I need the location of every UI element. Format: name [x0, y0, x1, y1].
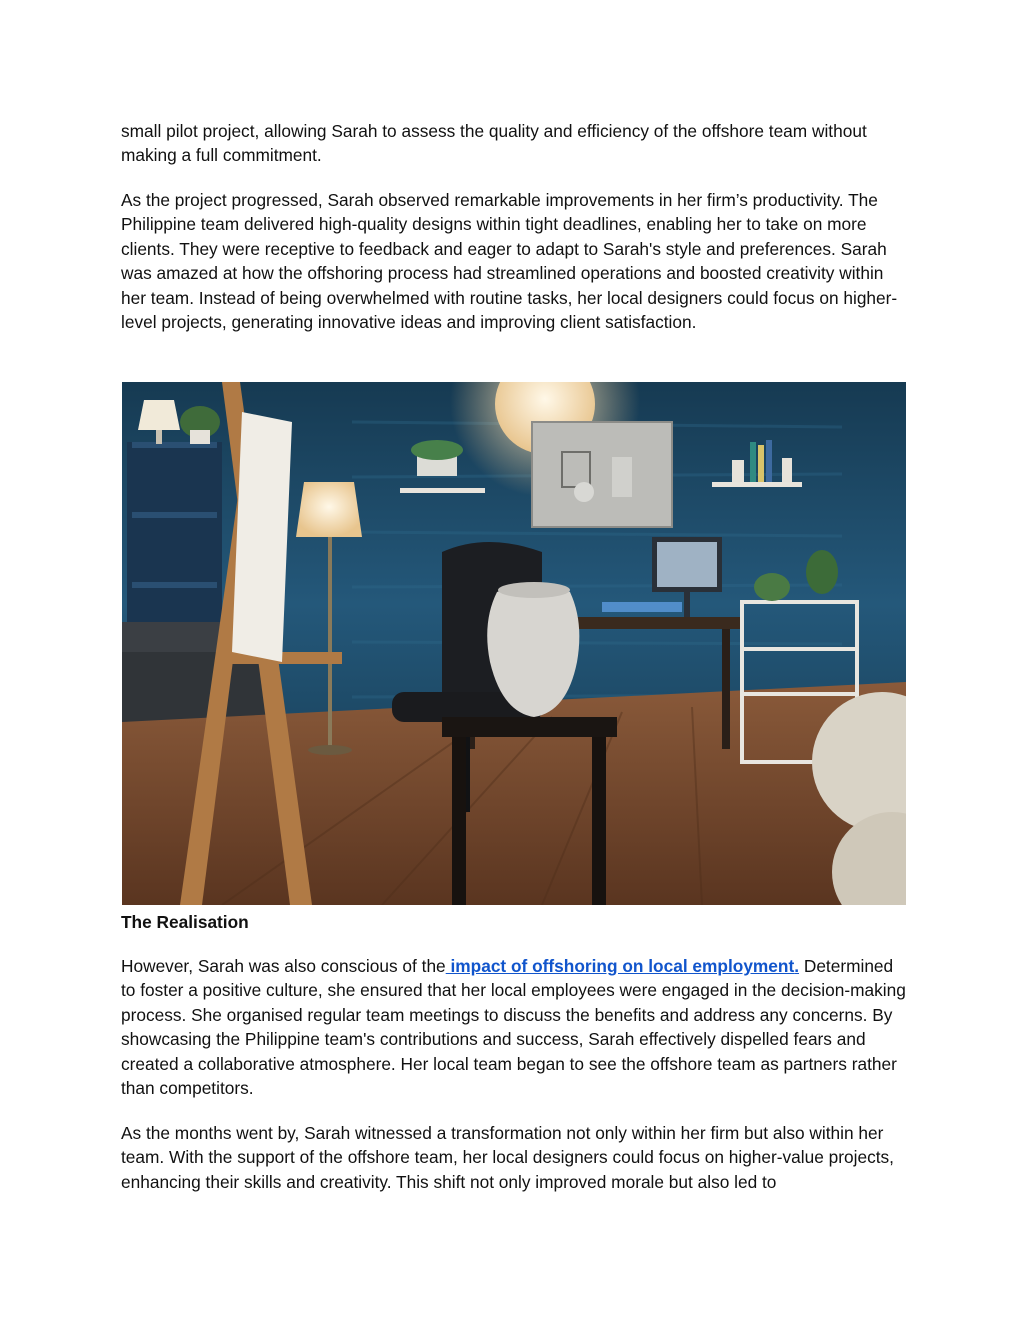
- paragraph-realisation: [121, 954, 911, 1100]
- art-studio-photo: [122, 382, 906, 905]
- paragraph-pilot-project: small pilot project, allowing Sarah to assess the quality and efficiency of the offshore team without making a full commitment.: [121, 121, 867, 166]
- section-heading: The Realisation: [121, 912, 249, 932]
- offshoring-employment-link[interactable]: [446, 956, 799, 976]
- paragraph-text-after-link: Determined to foster a positive culture, she ensured that her local employees were engaged in the decision-making process. She organised regular team meetings to discuss the benefits and address any concerns. By showcasing the Philippine team's contributions and success, Sarah effectively dispelled fears and created a collaborative atmosphere. Her local team began to see the offshore team as partners rather than competitors.: [121, 956, 906, 1099]
- link-text: impact of offshoring on local employment: [445, 956, 795, 976]
- link-period: .: [794, 956, 800, 976]
- paragraph-text-before-link: However, Sarah was also conscious of the: [121, 956, 446, 976]
- paragraph-project-progress: As the project progressed, Sarah observed remarkable improvements in her firm’s productivity. The Philippine team delivered high-quality designs within tight deadlines, enabling her to take on more clients. They were receptive to feedback and eager to adapt to Sarah's style and preferences. Sarah was amazed at how the offshoring process had streamlined operations and boosted creativity within her team. Instead of being overwhelmed with routine tasks, her local designers could focus on higher-level projects, generating innovative ideas and improving client satisfaction.: [121, 190, 898, 333]
- paragraph-transformation: As the months went by, Sarah witnessed a transformation not only within her firm but also within her team. With the support of the offshore team, her local designers could focus on higher-value projects, enhancing their skills and creativity. This shift not only improved morale but also led to: [121, 1123, 894, 1192]
